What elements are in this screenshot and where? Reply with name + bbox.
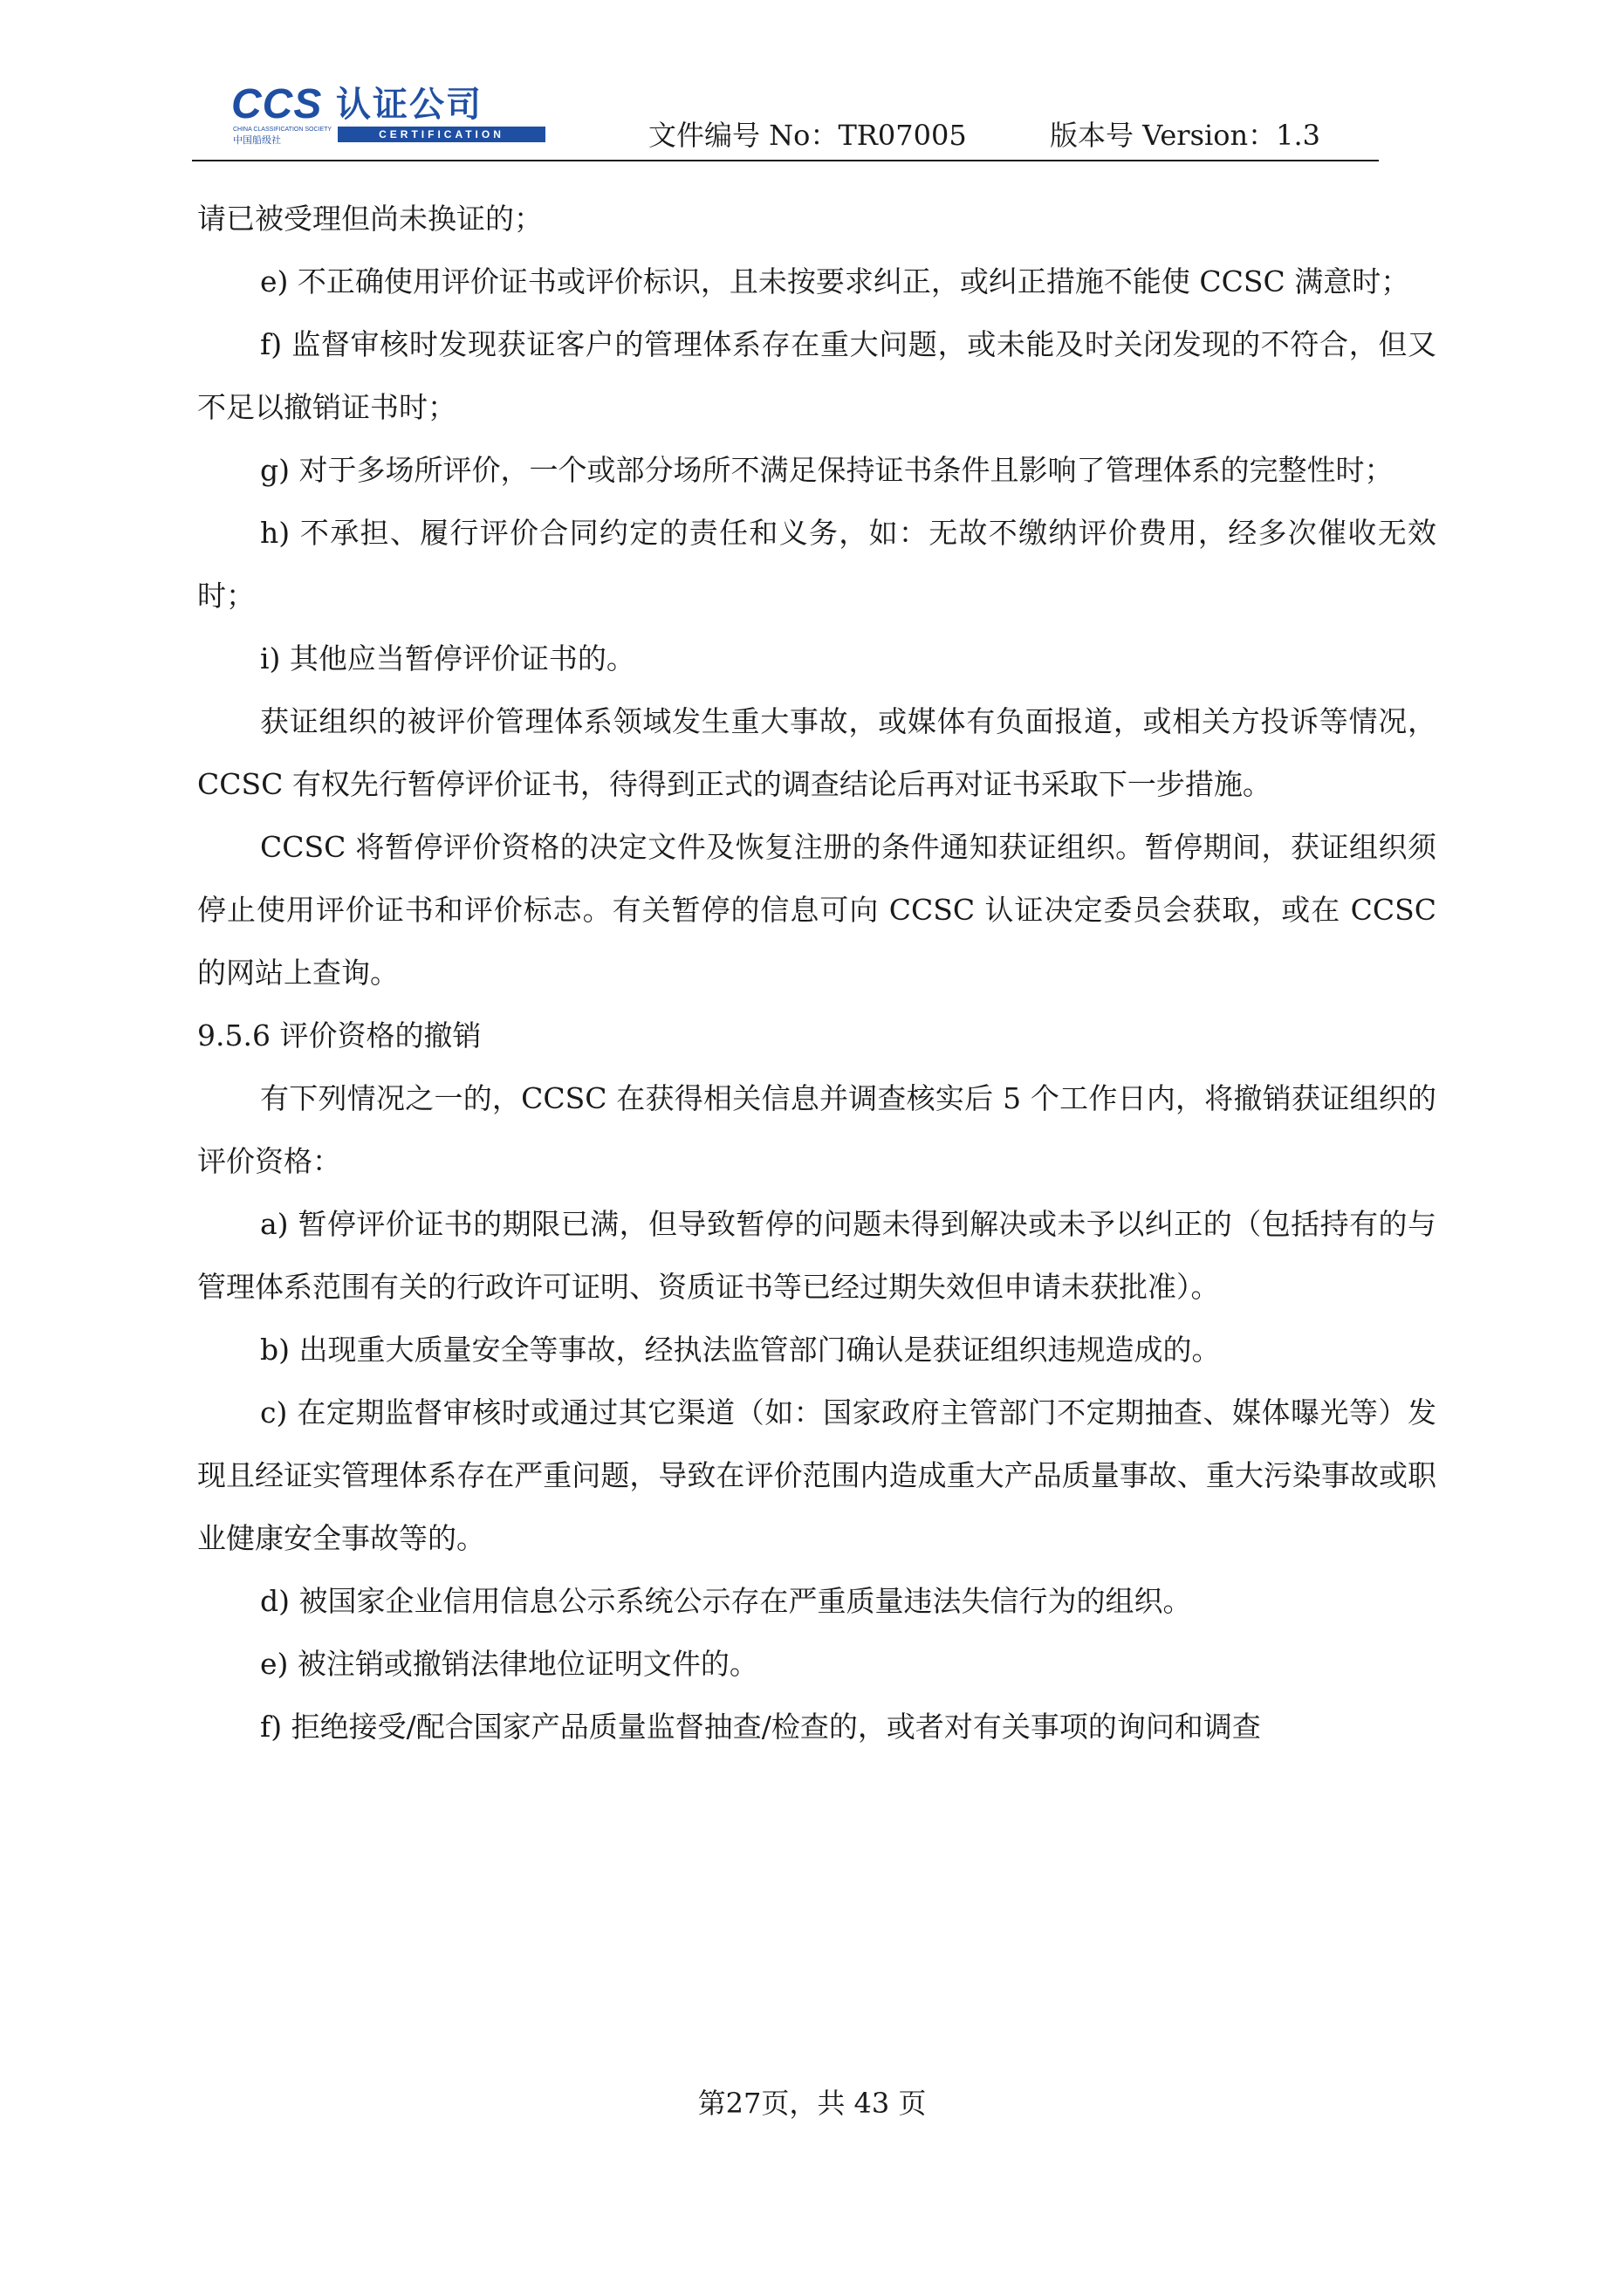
list-item: f) 拒绝接受/配合国家产品质量监督抽查/检查的，或者对有关事项的询问和调查 [260, 1710, 1261, 1744]
paragraph: 请已被受理但尚未换证的； [197, 202, 543, 236]
ccs-certification-logo [231, 83, 563, 148]
list-item: i) 其他应当暂停评价证书的。 [260, 641, 635, 675]
logo-society-cn-text: 中国船级社 [233, 134, 281, 146]
paragraph: 获证组织的被评价管理体系领域发生重大事故，或媒体有负面报道，或相关方投诉等情况，CCSC 有权先行暂停评价证书，待得到正式的调查结论后再对证书采取下一步措施。 [197, 704, 1436, 801]
paragraph: 有下列情况之一的，CCSC 在获得相关信息并调查核实后 5 个工作日内，将撤销获证组织的评价资格： [197, 1081, 1436, 1178]
list-item: g) 对于多场所评价，一个或部分场所不满足保持证书条件且影响了管理体系的完整性时； [260, 453, 1394, 487]
list-item: h) 不承担、履行评价合同约定的责任和义务，如：无故不缴纳评价费用，经多次催收无效时； [197, 516, 1436, 613]
list-item: b) 出现重大质量安全等事故，经执法监管部门确认是获证组织违规造成的。 [260, 1333, 1221, 1367]
section-heading: 9.5.6 评价资格的撤销 [197, 1018, 482, 1052]
document-version: 版本号 Version：1.3 [1050, 119, 1321, 152]
paragraph: CCSC 将暂停评价资格的决定文件及恢复注册的条件通知获证组织。暂停期间，获证组织须停止使用评价证书和评价标志。有关暂停的信息可向 CCSC 认证决定委员会获取，或在 CCSC 的网站上查询。 [197, 830, 1436, 990]
page-number-footer: 第27页，共 43 页 [697, 2087, 927, 2120]
logo-company-cn-text: 认证公司 [336, 85, 483, 125]
document-number: 文件编号 No：TR07005 [648, 119, 967, 152]
list-item: e) 不正确使用评价证书或评价标识，且未按要求纠正，或纠正措施不能使 CCSC 满意时； [260, 264, 1410, 298]
header-divider [192, 160, 1379, 161]
logo-society-text: CHINA CLASSIFICATION SOCIETY [233, 127, 332, 133]
logo-ccs-text: CCS [231, 81, 323, 127]
list-item: a) 暂停评价证书的期限已满，但导致暂停的问题未得到解决或未予以纠正的（包括持有的与管理体系范围有关的行政许可证明、资质证书等已经过期失效但申请未获批准）。 [197, 1207, 1436, 1304]
list-item: e) 被注销或撤销法律地位证明文件的。 [260, 1647, 758, 1681]
list-item: d) 被国家企业信用信息公示系统公示存在严重质量违法失信行为的组织。 [260, 1584, 1192, 1618]
list-item: f) 监督审核时发现获证客户的管理体系存在重大问题，或未能及时关闭发现的不符合，但又不足以撤销证书时； [197, 327, 1436, 424]
page-header [192, 83, 1379, 161]
list-item: c) 在定期监督审核时或通过其它渠道（如：国家政府主管部门不定期抽查、媒体曝光等）发现且经证实管理体系存在严重问题，导致在评价范围内造成重大产品质量事故、重大污染事故或职业健康安全事故等的。 [197, 1395, 1436, 1555]
document-body [197, 188, 1436, 1758]
logo-certification-band: CERTIFICATION [338, 127, 545, 142]
